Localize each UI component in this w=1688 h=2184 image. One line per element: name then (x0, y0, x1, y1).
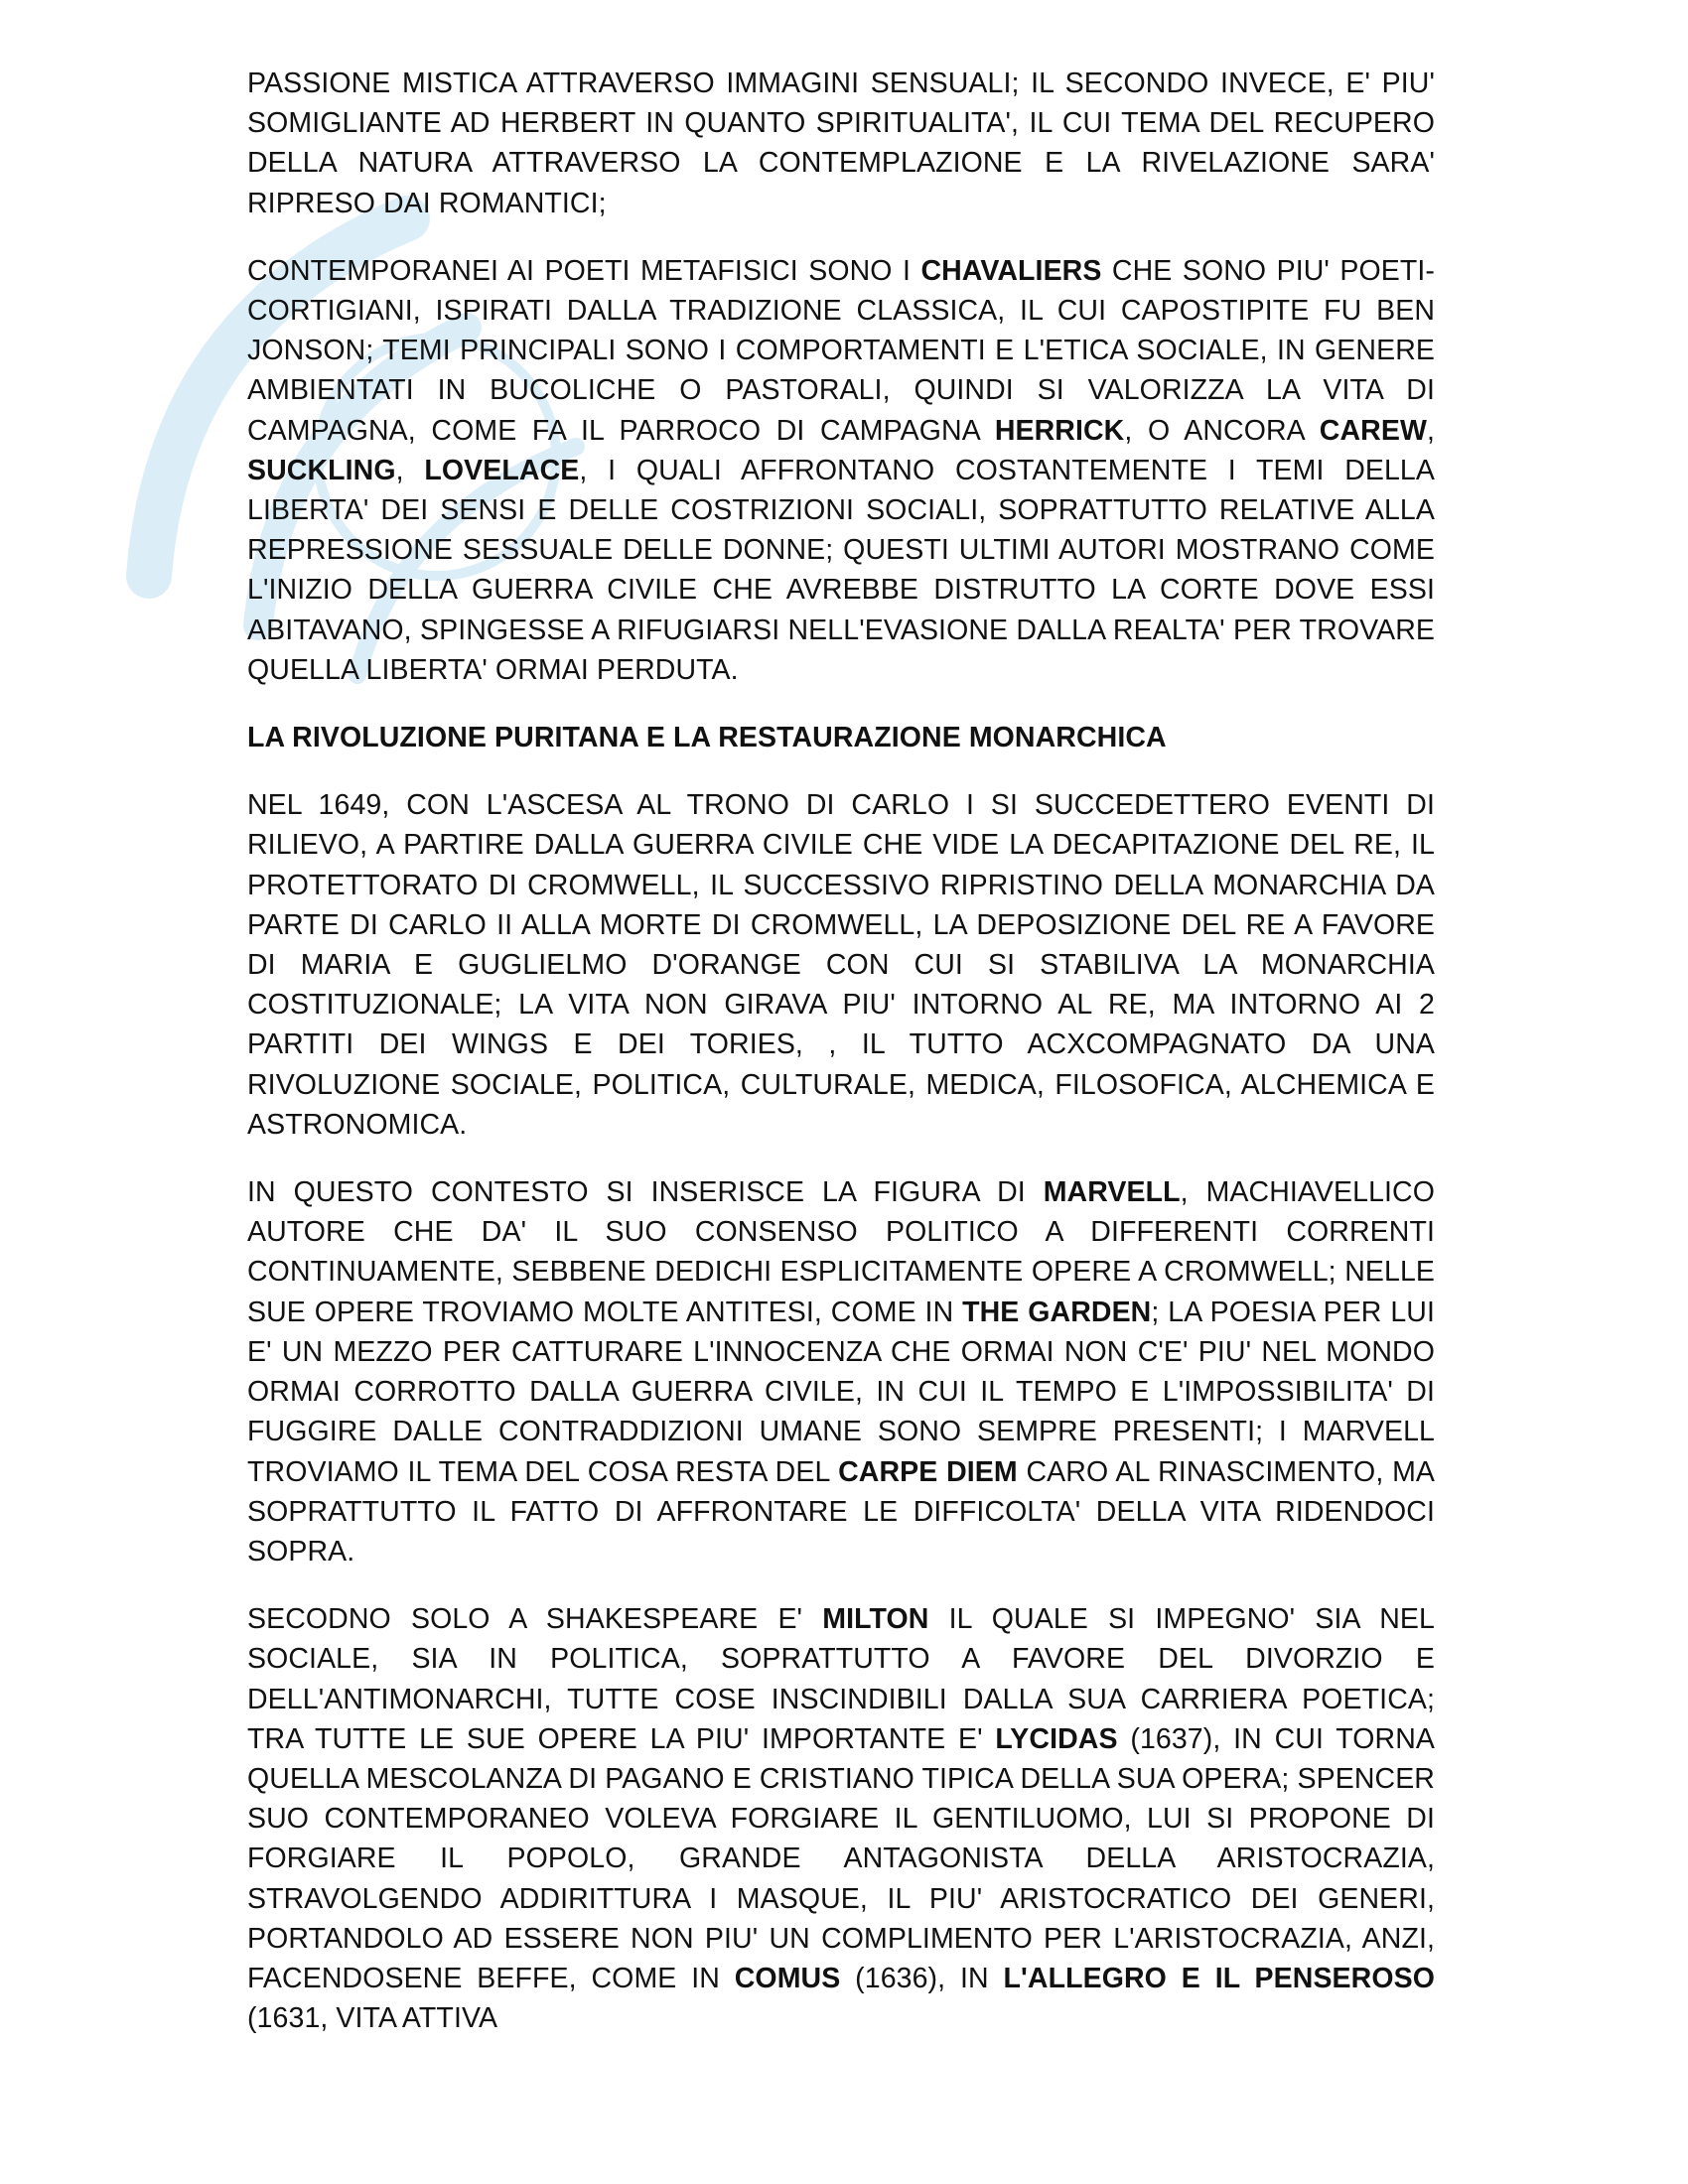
paragraph-2-text-6: , I QUALI AFFRONTANO COSTANTEMENTE I TEMI DELLA LIBERTA' DEI SENSI E DELLE COSTRIZIONI SOCIALI, SOPRATTUTTO RELATIVE ALLA REPRESSIONE SESSUALE DELLE DONNE; QUESTI ULTIMI AUTORI MOSTRANO COME L'INIZIO DELLA GUERRA CIVILE CHE AVREBBE DISTRUTTO LA CORTE DOVE ESSI ABITAVANO, SPINGESSE A RIFUGIARSI NELL'EVASIONE DALLA REALTA' PER TROVARE QUELLA LIBERTA' ORMAI PERDUTA. (247, 454, 1435, 686)
paragraph-1-text: PASSIONE MISTICA ATTRAVERSO IMMAGINI SENSUALI; IL SECONDO INVECE, E' PIU' SOMIGLIANTE AD HERBERT IN QUANTO SPIRITUALITA', IL CUI TEMA DEL RECUPERO DELLA NATURA ATTRAVERSO LA CONTEMPLAZIONE E LA RIVELAZIONE SARA' RIPRESO DAI ROMANTICI; (247, 68, 1435, 219)
bold-term-lovelace: LOVELACE (424, 454, 580, 486)
paragraph-4 (247, 1172, 1435, 1571)
bold-term-allegro-penseroso: L'ALLEGRO E IL PENSEROSO (1003, 1962, 1435, 1994)
paragraph-1 (247, 64, 1435, 223)
paragraph-2-text-5: , (395, 454, 425, 486)
bold-term-comus: COMUS (734, 1962, 841, 1994)
paragraph-4-text-4: CARO AL RINASCIMENTO, MA SOPRATTUTTO IL FATTO DI AFFRONTARE LE DIFFICOLTA' DELLA VITA RIDENDOCI SOPRA. (247, 1455, 1436, 1568)
paragraph-5-text-3: (1637), IN CUI TORNA QUELLA MESCOLANZA DI PAGANO E CRISTIANO TIPICA DELLA SUA OPERA; SPENCER SUO CONTEMPORANEO VOLEVA FORGIARE IL GENTILUOMO, LUI SI PROPONE DI FORGIARE IL POPOLO, GRANDE ANTAGONISTA DELLA ARISTOCRAZIA, STRAVOLGENDO ADDIRITTURA I MASQUE, IL PIU' ARISTOCRATICO DEI GENERI, PORTANDOLO AD ESSERE NON PIU' UN COMPLIMENTO PER L'ARISTOCRAZIA, ANZI, FACENDOSENE BEFFE, COME IN (247, 1722, 1435, 1994)
bold-term-chavaliers: CHAVALIERS (920, 254, 1102, 287)
paragraph-5-text-2: IL QUALE SI IMPEGNO' SIA NEL SOCIALE, SIA IN POLITICA, SOPRATTUTTO A FAVORE DEL DIVORZIO E DELL'ANTIMONARCHI, TUTTE COSE INSCINDIBILI DALLA SUA CARRIERA POETICA; TRA TUTTE LE SUE OPERE LA PIU' IMPORTANTE E' (247, 1603, 1435, 1755)
document-page (247, 64, 1435, 2066)
bold-term-lycidas: LYCIDAS (995, 1722, 1118, 1755)
paragraph-2-text-1: CONTEMPORANEI AI POETI METAFISICI SONO I (247, 254, 921, 287)
bold-term-carpe-diem: CARPE DIEM (838, 1455, 1018, 1488)
paragraph-5-text-4: (1636), IN (840, 1962, 1004, 1994)
bold-term-suckling: SUCKLING (247, 454, 396, 486)
paragraph-3-text: NEL 1649, CON L'ASCESA AL TRONO DI CARLO I SI SUCCEDETTERO EVENTI DI RILIEVO, A PARTIRE DALLA GUERRA CIVILE CHE VIDE LA DECAPITAZIONE DEL RE, IL PROTETTORATO DI CROMWELL, IL SUCCESSIVO RIPRISTINO DELLA MONARCHIA DA PARTE DI CARLO II ALLA MORTE DI CROMWELL, LA DEPOSIZIONE DEL RE A FAVORE DI MARIA E GUGLIELMO D'ORANGE CON CUI SI STABILIVA LA MONARCHIA COSTITUZIONALE; LA VITA NON GIRAVA PIU' INTORNO AL RE, MA INTORNO AI 2 PARTITI DEI WINGS E DEI TORIES, , IL TUTTO ACXCOMPAGNATO DA UNA RIVOLUZIONE SOCIALE, POLITICA, CULTURALE, MEDICA, FILOSOFICA, ALCHEMICA E ASTRONOMICA. (247, 789, 1435, 1141)
bold-term-milton: MILTON (822, 1603, 929, 1636)
paragraph-2-text-3: , O ANCORA (1124, 414, 1320, 447)
paragraph-4-text-1: IN QUESTO CONTESTO SI INSERISCE LA FIGURA DI (247, 1176, 1044, 1209)
section-heading: LA RIVOLUZIONE PURITANA E LA RESTAURAZIONE MONARCHICA (247, 722, 1167, 754)
paragraph-5-text-5: (1631, VITA ATTIVA (247, 2002, 498, 2035)
paragraph-5 (247, 1599, 1435, 2038)
bold-term-the-garden: THE GARDEN (962, 1296, 1152, 1328)
bold-term-marvell: MARVELL (1043, 1176, 1181, 1209)
bold-term-carew: CAREW (1319, 414, 1427, 447)
paragraph-5-text-1: SECODNO SOLO A SHAKESPEARE E' (247, 1603, 823, 1636)
bold-term-herrick: HERRICK (994, 414, 1125, 447)
paragraph-4-text-2: , MACHIAVELLICO AUTORE CHE DA' IL SUO CONSENSO POLITICO A DIFFERENTI CORRENTI CONTINUAMENTE, SEBBENE DEDICHI ESPLICITAMENTE OPERE A CROMWELL; NELLE SUE OPERE TROVIAMO MOLTE ANTITESI, COME IN (247, 1176, 1435, 1328)
paragraph-4-text-3: ; LA POESIA PER LUI E' UN MEZZO PER CATTURARE L'INNOCENZA CHE ORMAI NON C'E' PIU' NEL MONDO ORMAI CORROTTO DALLA GUERRA CIVILE, IN CUI IL TEMPO E L'IMPOSSIBILITA' DI FUGGIRE DALLE CONTRADDIZIONI UMANE SONO SEMPRE PRESENTI; I MARVELL TROVIAMO IL TEMA DEL COSA RESTA DEL (247, 1296, 1435, 1488)
paragraph-3 (247, 785, 1435, 1145)
paragraph-2 (247, 251, 1435, 690)
paragraph-2-text-2: CHE SONO PIU' POETI-CORTIGIANI, ISPIRATI DALLA TRADIZIONE CLASSICA, IL CUI CAPOSTIPITE FU BEN JONSON; TEMI PRINCIPALI SONO I COMPORTAMENTI E L'ETICA SOCIALE, IN GENERE AMBIENTATI IN BUCOLICHE O PASTORALI, QUINDI SI VALORIZZA LA VITA DI CAMPAGNA, COME FA IL PARROCO DI CAMPAGNA (247, 254, 1435, 447)
paragraph-2-text-4: , (1426, 414, 1435, 447)
